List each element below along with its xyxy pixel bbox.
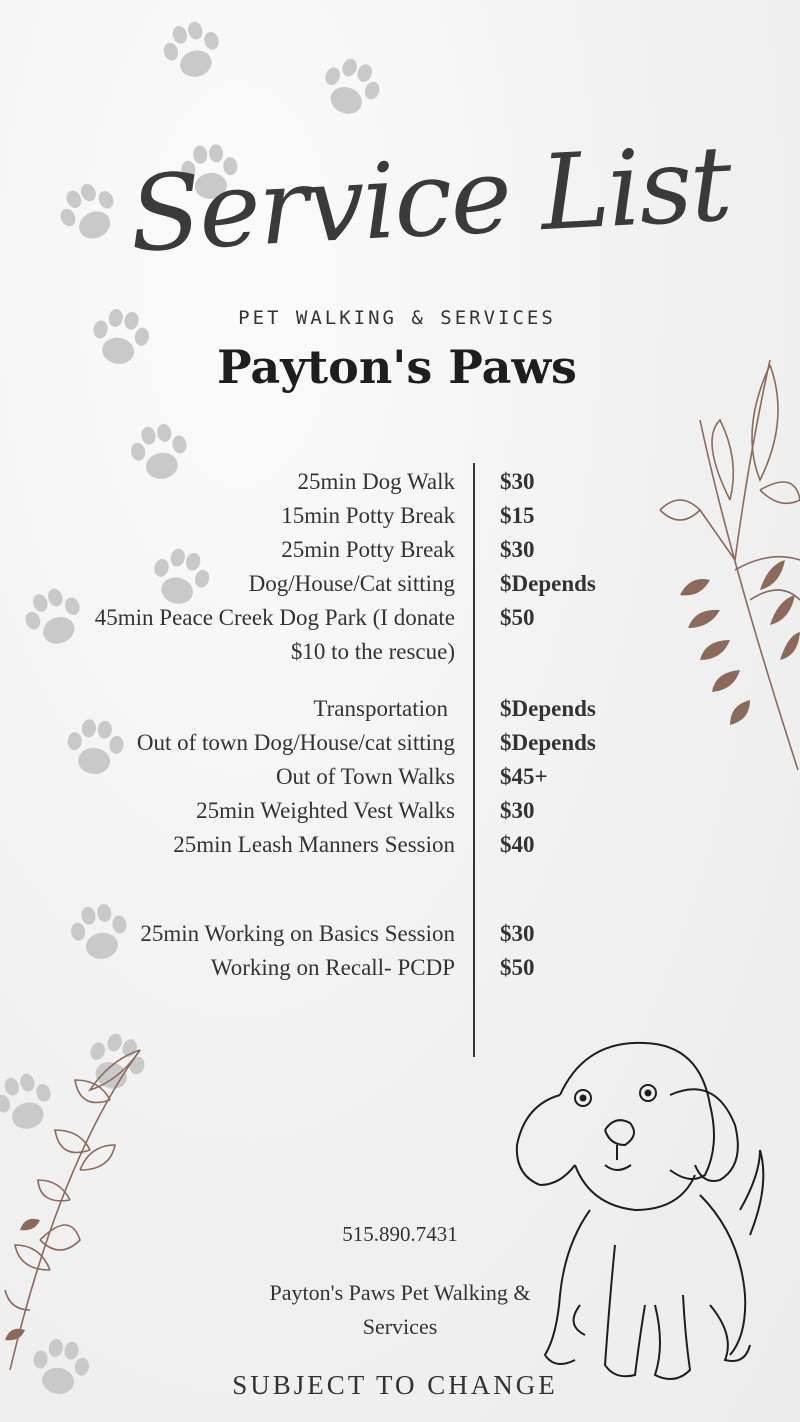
service-name: 25min Potty Break [281, 537, 455, 562]
paw-print-icon [150, 10, 236, 96]
page-title: Service List [126, 122, 734, 276]
service-name: Out of town Dog/House/cat sitting [136, 730, 455, 755]
service-name: 15min Potty Break [281, 503, 455, 528]
service-price: $Depends [500, 571, 596, 596]
paw-print-icon [43, 168, 136, 261]
service-price: $15 [500, 503, 535, 528]
service-name: Out of Town Walks [275, 764, 455, 789]
service-name: Transportation [313, 696, 448, 721]
service-price: $Depends [500, 730, 596, 755]
service-name: 45min Peace Creek Dog Park (I donate [94, 605, 455, 630]
service-price: $50 [500, 955, 535, 980]
service-name: Dog/House/Cat sitting [248, 571, 455, 596]
service-name: Working on Recall- PCDP [210, 955, 455, 980]
service-name: 25min Weighted Vest Walks [196, 798, 455, 823]
service-price: $Depends [500, 696, 596, 721]
service-name: 25min Dog Walk [297, 469, 455, 494]
subject-to-change-notice: SUBJECT TO CHANGE [232, 1370, 558, 1400]
column-divider [473, 463, 475, 1057]
service-price: $40 [500, 832, 535, 857]
service-price: $45+ [500, 764, 548, 789]
business-name: Payton's Paws Pet Walking & Services [269, 1280, 531, 1339]
phone-number: 515.890.7431 [342, 1222, 458, 1246]
brand-name: Payton's Paws [217, 340, 577, 394]
service-price: $30 [500, 798, 535, 823]
botanical-branch-icon [0, 1040, 150, 1380]
service-name: 25min Leash Manners Session [173, 832, 455, 857]
puppy-illustration-icon [505, 1035, 780, 1395]
service-price: $30 [500, 921, 535, 946]
subtitle: PET WALKING & SERVICES [238, 307, 556, 329]
service-price: $30 [500, 537, 535, 562]
service-name: 25min Working on Basics Session [140, 921, 455, 946]
service-name-continued: $10 to the rescue) [290, 639, 455, 664]
service-price: $30 [500, 469, 535, 494]
botanical-branch-icon [640, 360, 800, 780]
service-price: $50 [500, 605, 535, 630]
